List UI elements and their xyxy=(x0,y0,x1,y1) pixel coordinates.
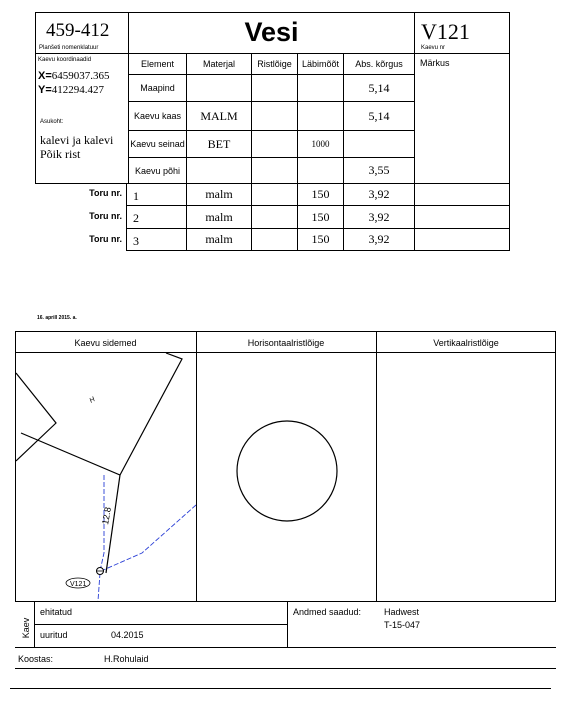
pipe-markus xyxy=(414,205,510,229)
col-header-materjal: Materjal xyxy=(186,53,252,75)
koostas-label: Koostas: xyxy=(18,654,54,664)
nomenclature-label: Planšeti nomenklatuur xyxy=(39,45,99,51)
pipe-nr: 1 xyxy=(126,183,187,206)
col-header-korgus: Abs. kõrgus xyxy=(343,53,415,75)
row-element-maapind: Maapind xyxy=(128,74,187,102)
col-header-ristloige: Ristlõige xyxy=(251,53,298,75)
row-element-kaevu-kaas: Kaevu kaas xyxy=(128,101,187,131)
ehitatud-label: ehitatud xyxy=(40,607,73,617)
map-label-well: V121 xyxy=(70,581,87,588)
row-materjal: BET xyxy=(186,130,252,158)
kaev-label: Kaev xyxy=(21,617,31,639)
pipe-nr: 3 xyxy=(126,228,187,251)
pipe-label: Toru nr. xyxy=(89,234,122,244)
pipe-ristloige xyxy=(251,205,298,229)
col-header-labimoot: Läbimõõt xyxy=(297,53,344,75)
location-line-2: Põik rist xyxy=(40,147,81,161)
row-labimoot xyxy=(297,74,344,102)
horizontal-section xyxy=(197,353,376,601)
andmed-value-1: Hadwest xyxy=(384,607,420,617)
page-bottom-rule xyxy=(10,688,551,689)
col-title-kaevu-sidemed: Kaevu sidemed xyxy=(74,338,137,348)
row-korgus xyxy=(343,130,415,158)
pipe-korgus: 3,92 xyxy=(343,183,415,206)
row-ristloige xyxy=(251,130,298,158)
location-label: Asukoht: xyxy=(40,119,64,125)
footer-koostas-line xyxy=(15,668,556,669)
well-number-box xyxy=(414,12,510,54)
row-materjal: MALM xyxy=(186,101,252,131)
col-title-vertikaal: Vertikaalristlõige xyxy=(433,338,499,348)
pipe-label: Toru nr. xyxy=(89,211,122,221)
footer-top-line xyxy=(15,601,556,602)
pipe-ristloige xyxy=(251,228,298,251)
col-header-element: Element xyxy=(128,53,187,75)
andmed-label: Andmed saadud: xyxy=(293,607,362,617)
page-title: Vesi xyxy=(244,17,299,47)
y-coordinate: Y=412294.427 xyxy=(38,84,105,96)
pipe-label: Toru nr. xyxy=(89,188,122,198)
uuritud-value: 04.2015 xyxy=(111,630,144,640)
x-coordinate: X=6459037.365 xyxy=(38,70,110,82)
pipe-materjal: malm xyxy=(186,228,252,251)
pipe-ristloige xyxy=(251,183,298,206)
pipe-korgus: 3,92 xyxy=(343,205,415,229)
remarks-column xyxy=(414,53,510,184)
row-labimoot: 1000 xyxy=(297,130,344,158)
pipe-lines xyxy=(98,475,196,601)
row-ristloige xyxy=(251,74,298,102)
row-korgus: 5,14 xyxy=(343,74,415,102)
pipe-materjal: malm xyxy=(186,205,252,229)
col-header-markus: Märkus xyxy=(420,58,450,68)
coordinates-box xyxy=(35,53,129,184)
andmed-value-2: T-15-047 xyxy=(384,620,421,630)
situation-map xyxy=(16,353,196,601)
pipe-labimoot: 150 xyxy=(297,205,344,229)
well-number-label: Kaevu nr xyxy=(421,45,446,51)
pipe-materjal: malm xyxy=(186,183,252,206)
pipe-labimoot: 150 xyxy=(297,183,344,206)
coordinates-label: Kaevu koordinaadid xyxy=(38,57,92,63)
pipe-markus xyxy=(414,183,510,206)
pipe-korgus: 3,92 xyxy=(343,228,415,251)
title-box xyxy=(128,12,415,54)
pipe-nr: 2 xyxy=(126,205,187,229)
well-number-value: V121 xyxy=(421,19,470,44)
footer-row-line xyxy=(34,624,287,625)
row-materjal xyxy=(186,157,252,184)
row-labimoot xyxy=(297,101,344,131)
nomenclature-box xyxy=(35,12,129,54)
pipe-markus xyxy=(414,228,510,251)
row-element-kaevu-seinad: Kaevu seinad xyxy=(128,130,187,158)
uuritud-label: uuritud xyxy=(40,630,68,640)
row-materjal xyxy=(186,74,252,102)
pipe-labimoot: 150 xyxy=(297,228,344,251)
row-korgus: 3,55 xyxy=(343,157,415,184)
row-ristloige xyxy=(251,157,298,184)
row-labimoot xyxy=(297,157,344,184)
row-element-kaevu-pohi: Kaevu põhi xyxy=(128,157,187,184)
footer-bottom-line xyxy=(15,647,556,648)
location-line-1: kalevi ja kalevi xyxy=(40,133,114,147)
drawing-divider-2 xyxy=(376,331,377,602)
nomenclature-value: 459-412 xyxy=(46,20,110,41)
map-label-h: H xyxy=(88,396,97,405)
document-date: 16. aprill 2015. a. xyxy=(37,315,77,321)
row-korgus: 5,14 xyxy=(343,101,415,131)
col-title-horisontaal: Horisontaalristlõige xyxy=(247,338,325,348)
koostas-value: H.Rohulaid xyxy=(104,654,149,664)
well-circle xyxy=(237,421,337,521)
row-ristloige xyxy=(251,101,298,131)
map-label-length: 12.8 xyxy=(100,506,114,526)
footer-divider-mid xyxy=(287,601,288,647)
